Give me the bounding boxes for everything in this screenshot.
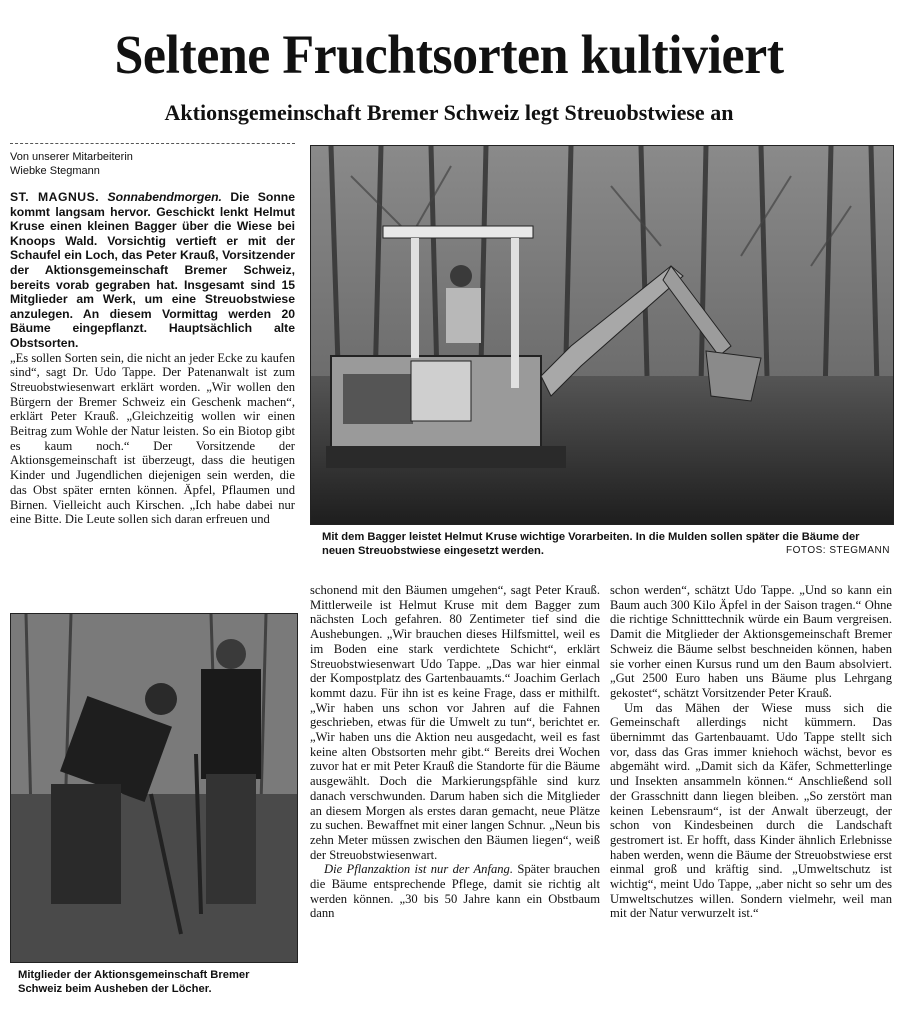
lead-text: Die Sonne kommt langsam hervor. Geschickt lenkt Helmut Kruse einen kleinen Bagger über die Wiese bei Knoops Wald. Vorsichtig vertieft er mit der Schaufel ein Loch, das Peter Krauß, Vorsitzender der Aktionsgemeinschaft Bremer Schweiz, bereits vorab gegraben hat. Insgesamt sind 15 Mitglieder am Werk, um eine Streuobstwiese anzulegen. An diesem Vormittag werden 20 Bäume eingepflanzt. Hauptsächlich alte Obstsorten. (10, 190, 296, 350)
excavator-image (311, 146, 893, 524)
dateline: ST. MAGNUS. (10, 190, 100, 204)
byline-line1: Von unserer Mitarbeiterin (10, 151, 133, 163)
column-2 (310, 583, 600, 1008)
column-3-text: schon werden“, schätzt Udo Tappe. „Und so kann ein Baum auch 300 Kilo Äpfel in der Saison tragen.“ Ohne die richtige Schnitttechnik würde ein Baum vergreisen. Damit die Mitglieder der Aktionsgemeinschaft Bremer Schweiz die Bäume selbst beschneiden können, haben sie vorher einen Kursus rund um den Baum absolviert. „Gut 2500 Euro haben uns Bäume plus Lehrgang gekostet“, schätzt Vorsitzender Peter Krauß. (610, 583, 892, 700)
column-2-text: schonend mit den Bäumen umgehen“, sagt Peter Krauß. Mittlerweile ist Helmut Kruse mit dem Bagger zum nächsten Loch gefahren. 80 Zentimeter tief sind die Aushebungen. „Wir brauchen dieses Hilfsmittel, weil es im Boden eine stark verdichtete Schicht“, erklärt Streuobstwiesenwart Udo Tappe. „Das war hier einmal der Kompostplatz des Gartenbauamts.“ Joachim Gerlach kommt dazu. Für ihn ist es keine Frage, dass er mithilft. „Wir haben uns schon vor Jahren auf die Fahnen geschrieben, etwas für die Umwelt zu tun“, berichtet er. „Wir haben uns die Aktion neu ausgedacht, weil es fast keine alten Obstsorten mehr gibt.“ Bereits drei Wochen zuvor hat er mit Peter Krauß die Standorte für die Bäume ausgewählt. Doch die Markierungspfähle sind kurz danach verschwunden. Darum haben sich die Mitglieder an diesem Morgen als erstes daran gemacht, neue Plätze zu suchen. Bewaffnet mit einer langen Schnur. „Neun bis zehn Meter müssen zwischen den Bäumen liegen“, weiß der Streuobstwiesenwart. (310, 583, 600, 862)
byline (10, 150, 295, 178)
column-3 (610, 583, 892, 1008)
column-2-italic-lead: Die Pflanzaktion ist nur der Anfang. (324, 862, 513, 877)
digging-image (11, 614, 297, 962)
column-3-paragraph-2: Um das Mähen der Wiese muss sich die Gemeinschaft allerdings nicht kümmern. Das übernimmt das Gartenbauamt. Udo Tappe stellt sich vor, dass das Gras immer kniehoch wächst, bevor es abgemäht wird. „Damit sich da Käfer, Schmetterlinge und Insekten ansammeln können.“ Anschließend soll der Grasschnitt dann liegen bleiben. „So zerstört man keinen Lebensraum“, ist der Anwalt überzeugt, der schon von Kindesbeinen durch die Landschaft gestromert ist. Er hofft, dass Kinder ähnlich Erlebnisse haben werden, wenn die Bäume der Streuobstwiese erst einmal groß und kräftig sind. „Umweltschutz ist wichtig“, meint Udo Tappe, „aber nicht so sehr um des Umweltschutzes willen. Sondern vielmehr, weil man mit der Natur verwurzelt ist.“ (610, 700, 892, 921)
column-2-paragraph-2 (310, 862, 600, 921)
photo-excavator (310, 145, 894, 525)
photo-credit: FOTOS: STEGMANN (786, 545, 890, 556)
caption-excavator: Mit dem Bagger leistet Helmut Kruse wichtige Vorarbeiten. In die Mulden sollen später die Bäume der neuen Streuobstwiese eingesetzt werden. (322, 531, 860, 557)
column-2-paragraph-2-text: Später brauchen die Bäume entsprechende Pflege, damit sie richtig alt werden können. „30 bis 50 Jahre kann ein Obstbaum dann (310, 862, 600, 921)
subheadline: Aktionsgemeinschaft Bremer Schweiz legt Streuobstwiese an (164, 100, 734, 125)
lead-paragraph (10, 190, 295, 351)
dateline-day: Sonnabendmorgen. (107, 190, 222, 204)
column-1 (10, 190, 295, 600)
photo-digging (10, 613, 298, 963)
headline: Seltene Fruchtsorten kultiviert (114, 25, 784, 86)
byline-divider (10, 143, 295, 144)
caption-digging: Mitglieder der Aktionsgemeinschaft Bremer Schweiz beim Ausheben der Löcher. (18, 969, 250, 995)
column-1-text: „Es sollen Sorten sein, die nicht an jeder Ecke zu kaufen sind“, sagt Dr. Udo Tappe. Der Patenanwalt ist zum Streuobstwiesenwart erklärt worden. „Wir wollen den Bürgern der Bremer Schweiz ein Geschenk machen“, erklärt Peter Krauß. „Gleichzeitig wollen wir einen Beitrag zum Wohle der Natur leisten. So ein Biotop gibt es kaum noch.“ Der Vorsitzende der Aktionsgemeinschaft ist überzeugt, dass die heutigen Kinder und Jugendlichen diejenigen sein werden, die das Obst später ernten können. Äpfel, Pflaumen und Birnen. Vielleicht auch Kirschen. „Ich habe dabei nur eine Bitte. Die Leute sollen sich daran erfreuen und (10, 350, 296, 527)
byline-author: Wiebke Stegmann (10, 165, 100, 177)
